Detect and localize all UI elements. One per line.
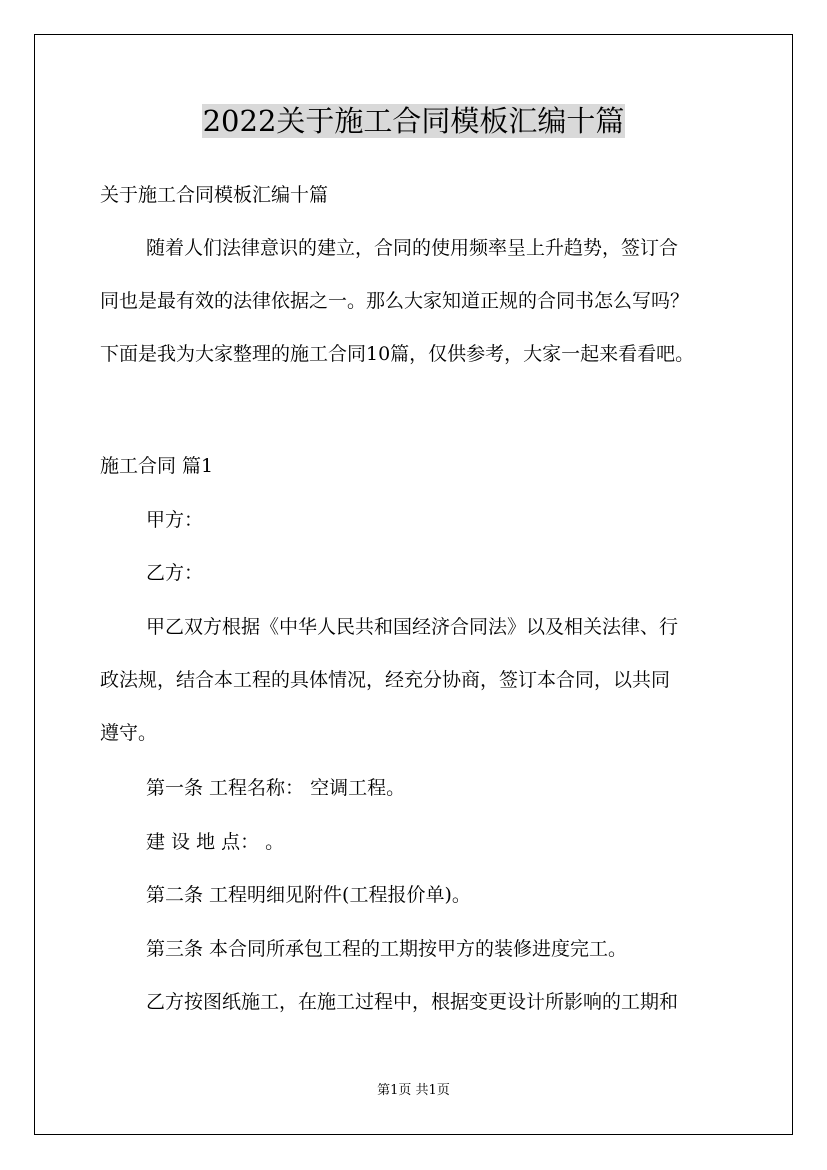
article-2: 第二条 工程明细见附件(工程报价单)。: [146, 884, 471, 906]
article-3: 第三条 本合同所承包工程的工期按甲方的装修进度完工。: [146, 938, 628, 960]
site-location: 建 设 地 点： 。: [146, 831, 285, 853]
subtitle: 关于施工合同模板汇编十篇: [100, 184, 329, 206]
document-title-text: 2022关于施工合同模板汇编十篇: [202, 104, 625, 138]
party-b: 乙方：: [146, 562, 204, 584]
body-line-1: 甲乙双方根据《中华人民共和国经济合同法》以及相关法律、行: [146, 616, 679, 638]
intro-line-3: 下面是我为大家整理的施工合同10篇，仅供参考，大家一起来看看吧。: [100, 343, 695, 365]
intro-line-2: 同也是最有效的法律依据之一。那么大家知道正规的合同书怎么写吗？: [100, 290, 690, 312]
body-line-3: 遵守。: [100, 722, 158, 744]
body-line-2: 政法规，结合本工程的具体情况，经充分协商，签订本合同，以共同: [100, 669, 671, 691]
intro-line-1: 随着人们法律意识的建立，合同的使用频率呈上升趋势，签订合: [146, 237, 679, 259]
page-footer: 第1页 共1页: [377, 1083, 450, 1098]
last-line: 乙方按图纸施工，在施工过程中，根据变更设计所影响的工期和: [146, 991, 679, 1013]
document-title: [0, 100, 827, 142]
party-a: 甲方：: [146, 509, 204, 531]
section-heading: 施工合同 篇1: [100, 455, 214, 477]
article-1: 第一条 工程名称： 空调工程。: [146, 777, 406, 799]
